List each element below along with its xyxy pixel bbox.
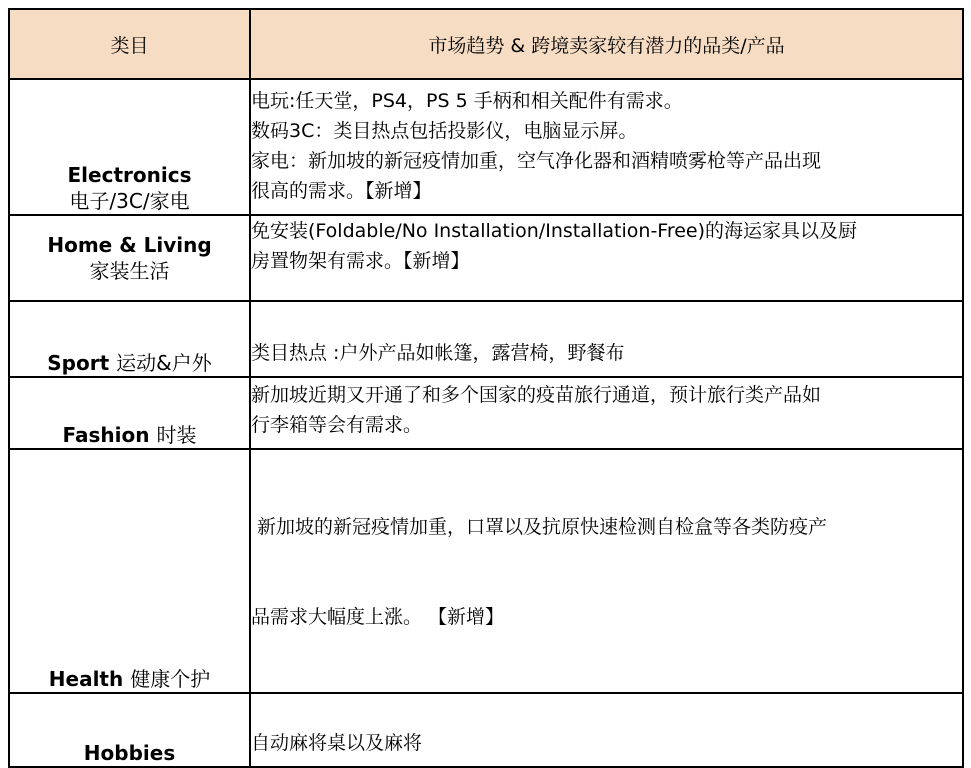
category-trend-table bbox=[8, 8, 964, 768]
category-en: Health bbox=[48, 667, 131, 691]
table-row bbox=[9, 215, 963, 301]
category-zh: 健康个护 bbox=[130, 667, 211, 691]
description-cell bbox=[250, 79, 963, 215]
description-line: 行李箱等会有需求。 bbox=[251, 414, 423, 436]
table-row bbox=[9, 693, 963, 767]
table-row bbox=[9, 79, 963, 215]
description-line: 电玩:任天堂，PS4，PS 5 手柄和相关配件有需求。 bbox=[251, 90, 683, 112]
category-en: Home & Living bbox=[47, 233, 212, 257]
description-line: 自动麻将桌以及麻将 bbox=[251, 732, 423, 754]
category-cell bbox=[9, 79, 250, 215]
description-line: 新加坡近期又开通了和多个国家的疫苗旅行通道，预计旅行类产品如 bbox=[251, 384, 822, 406]
description-cell bbox=[250, 377, 963, 449]
header-row bbox=[9, 9, 963, 79]
category-zh: 电子/3C/家电 bbox=[69, 189, 190, 213]
header-trend: 市场趋势 & 跨境卖家较有潜力的品类/产品 bbox=[250, 9, 963, 79]
description-line: 家电：新加坡的新冠疫情加重，空气净化器和酒精喷雾枪等产品出现 bbox=[251, 150, 822, 172]
description-cell bbox=[250, 693, 963, 767]
table-row bbox=[9, 449, 963, 693]
description-cell bbox=[250, 215, 963, 301]
description-line: 房置物架有需求。【新增】 bbox=[251, 250, 470, 272]
description-line: 新加坡的新冠疫情加重，口罩以及抗原快速检测自检盒等各类防疫产 bbox=[251, 516, 828, 538]
description-cell bbox=[250, 449, 963, 693]
category-zh: 运动&户外 bbox=[116, 351, 212, 375]
table-row bbox=[9, 301, 963, 377]
category-cell bbox=[9, 693, 250, 767]
category-en: Fashion bbox=[62, 423, 157, 447]
description-line: 免安装(Foldable/No Installation/Installation-Free)的海运家具以及厨 bbox=[251, 220, 858, 242]
description-line: 很高的需求。【新增】 bbox=[251, 180, 432, 202]
category-zh: 时装 bbox=[156, 423, 197, 447]
category-cell bbox=[9, 377, 250, 449]
category-zh: 家装生活 bbox=[89, 259, 170, 283]
category-en: Sport bbox=[47, 351, 117, 375]
category-en: Hobbies bbox=[83, 741, 176, 765]
description-line: 数码3C：类目热点包括投影仪，电脑显示屏。 bbox=[251, 120, 638, 142]
category-cell bbox=[9, 301, 250, 377]
description-cell bbox=[250, 301, 963, 377]
category-en: Electronics bbox=[67, 163, 192, 187]
description-line: 品需求大幅度上涨。 【新增】 bbox=[251, 606, 505, 628]
description-line: 类目热点 :户外产品如帐篷，露营椅，野餐布 bbox=[251, 342, 625, 364]
header-category: 类目 bbox=[9, 9, 250, 79]
table-row bbox=[9, 377, 963, 449]
category-cell bbox=[9, 215, 250, 301]
category-cell bbox=[9, 449, 250, 693]
